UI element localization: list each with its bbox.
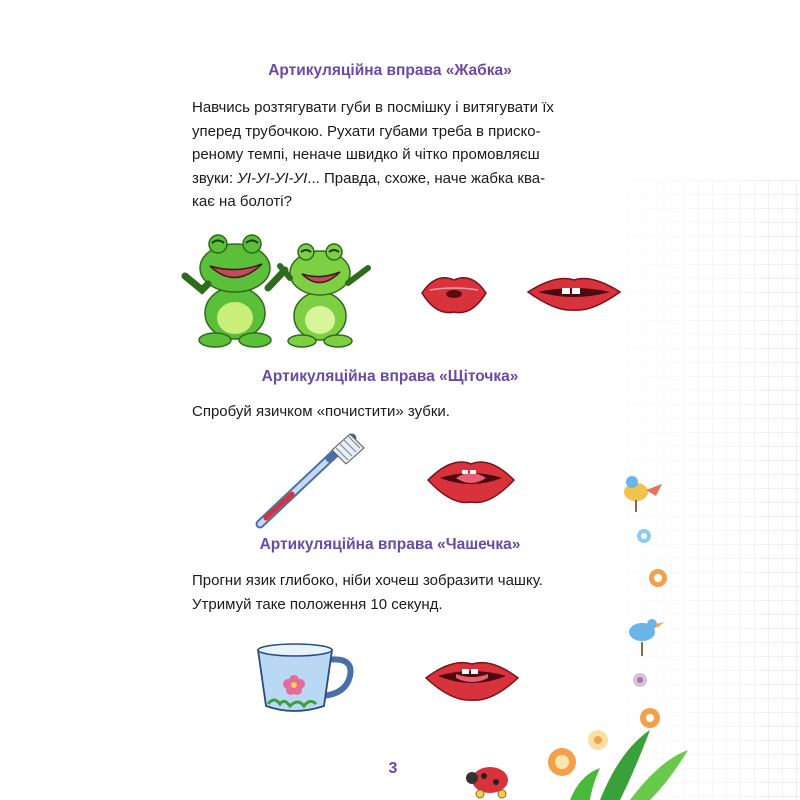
- frogs-illustration: [180, 228, 380, 353]
- frog-left-icon: [185, 235, 285, 347]
- frog-right-icon: [280, 244, 368, 347]
- pursed-lips-icon: [418, 268, 490, 318]
- text-line: реному темпі, неначе швидко й чітко промовляєш: [192, 146, 540, 163]
- flower-icon: [649, 569, 667, 587]
- tongue-lips-icon: [426, 454, 516, 508]
- heading-zhabka: Артикуляційна вправа «Жабка»: [268, 62, 512, 79]
- text-line: Прогни язик глибоко, ніби хочеш зобразити чашку.: [192, 572, 543, 589]
- bird-icon: [629, 619, 664, 656]
- heading-shchitochka: Артикуляційна вправа «Щіточка»: [261, 368, 519, 385]
- garden-scene: [450, 720, 690, 800]
- sound-syllables: УІ-УІ-УІ-УІ: [237, 169, 308, 187]
- toothbrush-icon: [252, 428, 374, 532]
- paragraph-shchitochka: Спробуй язичком «почистити» зубки.: [192, 403, 450, 420]
- text-line: Навчись розтягувати губи в посмішку і витягувати їх: [192, 99, 554, 116]
- text-line: кає на болоті?: [192, 193, 292, 210]
- leaves-icon: [570, 730, 688, 800]
- text-line: уперед трубочкою. Рухати губами треба в приско-: [192, 122, 541, 140]
- flower-icon: [633, 673, 647, 687]
- flower-icon: [637, 529, 651, 543]
- paragraph-chashechka: [192, 569, 614, 616]
- smiling-lips-icon: [526, 272, 622, 314]
- page-number: 3: [388, 760, 398, 777]
- heading-chashechka: Артикуляційна вправа «Чашечка»: [259, 536, 521, 553]
- bird-icon: [624, 476, 662, 512]
- paragraph-zhabka: [192, 96, 614, 214]
- text-line: звуки: УІ-УІ-УІ-УІ... Правда, схоже, наче жабка ква-: [192, 169, 546, 187]
- text-line: Утримуй таке положення 10 секунд.: [192, 595, 443, 613]
- ladybug-toy-icon: [466, 767, 508, 798]
- cup-icon: [254, 640, 356, 718]
- cup-lips-icon: [424, 656, 520, 704]
